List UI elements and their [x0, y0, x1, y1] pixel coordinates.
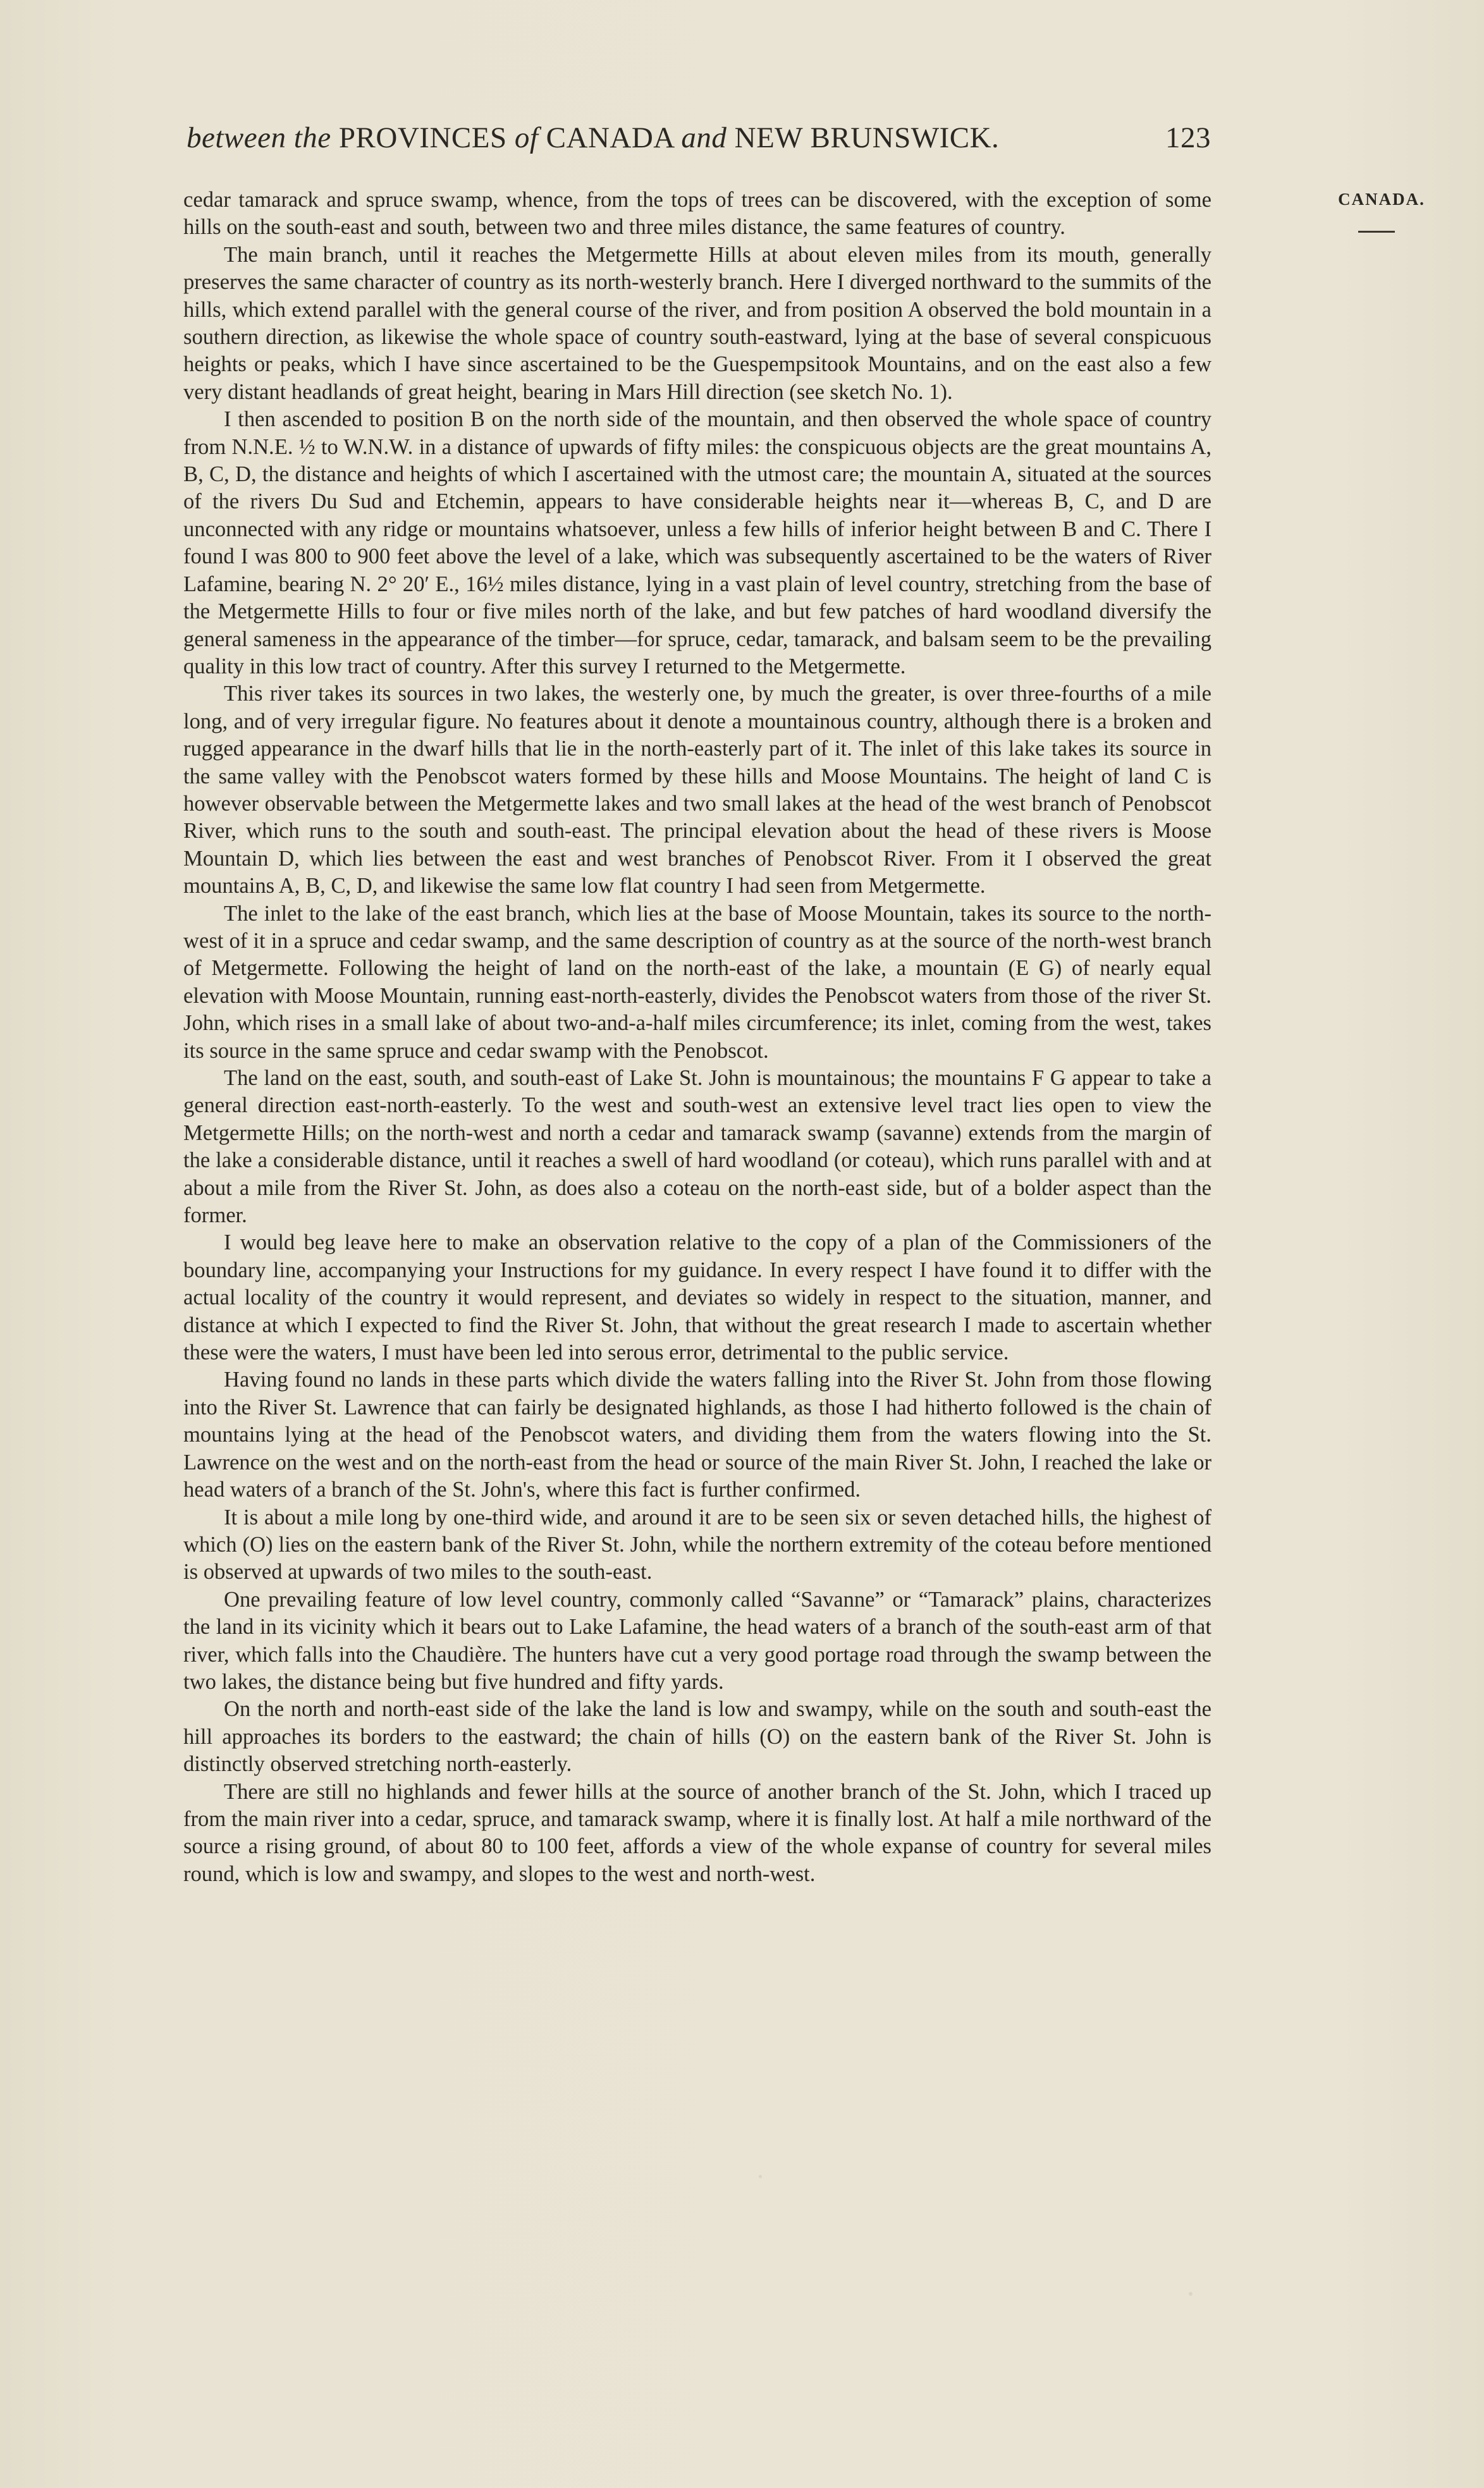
header-of: of: [514, 121, 539, 154]
paragraph: cedar tamarack and spruce swamp, whence, from the tops of trees can be discovered, with the exception of some hills on the south-east and south, between two and three miles distance, the same features of country.: [183, 188, 1211, 240]
page-number: 123: [1165, 121, 1211, 154]
paragraph: The land on the east, south, and south-east of Lake St. John is mountainous; the mountains F G appear to take a general direction east-north-easterly. To the west and south-west an extensive level tract lies open to view the Metgermette Hills; on the north-west and north a cedar and tamarack swamp (savanne) extends from the margin of the lake a considerable distance, until it reaches a swell of hard woodland (or coteau), which runs parallel with and at about a mile from the River St. John, as does also a coteau on the north-east side, but of a bolder aspect than the former.: [183, 1066, 1211, 1228]
paragraph: I then ascended to position B on the north side of the mountain, and then observed the whole space of country from N.N.E. ½ to W.N.W. in a distance of upwards of fifty miles: the conspicuous objects are the great mountains A, B, C, D, the distance and heights of which I ascertained with the utmost care; the mountain A, situated at the sources of the rivers Du Sud and Etchemin, appears to have considerable heights near it—whereas B, C, and D are unconnected with any ridge or mountains whatsoever, unless a few hills of inferior height between B and C. There I found I was 800 to 900 feet above the level of a lake, which was subsequently ascertained to be the waters of River Lafamine, bearing N. 2° 20′ E., 16½ miles distance, lying in a vast plain of level country, stretching from the base of the Metgermette Hills to four or five miles north of the lake, and but few patches of hard woodland diversify the general sameness in the appearance of the timber—for spruce, cedar, tamarack, and balsam seem to be the prevailing quality in this low tract of country. After this survey I returned to the Metgermette.: [183, 407, 1211, 678]
paragraph: I would beg leave here to make an observation relative to the copy of a plan of the Commissioners of the boundary line, accompanying your Instructions for my guidance. In every respect I have found it to differ with the actual locality of the country it would represent, and deviates so widely in respect to the situation, manner, and distance at which I expected to find the River St. John, that without the great research I made to ascertain whether these were the waters, I must have been led into serous error, detrimental to the public service.: [183, 1230, 1211, 1365]
header-new-brunswick: NEW BRUNSWICK.: [734, 121, 1000, 154]
margin-rule: [1358, 231, 1395, 233]
paper-speck: [1189, 2292, 1193, 2296]
header-provinces: PROVINCES: [338, 121, 507, 154]
paragraph: There are still no highlands and fewer hills at the source of another branch of the St. John, which I traced up from the main river into a cedar, spruce, and tamarack swamp, where it is finally lost. At half a mile northward of the source a rising ground, of about 80 to 100 feet, affords a view of the whole expanse of country for several miles round, which is low and swampy, and slopes to the west and north-west.: [183, 1779, 1211, 1886]
paragraph: On the north and north-east side of the lake the land is low and swampy, while on the south and south-east the hill approaches its borders to the eastward; the chain of hills (O) on the eastern bank of the River St. John is distinctly observed stretching north-easterly.: [183, 1697, 1211, 1777]
header-title: [187, 121, 999, 154]
paragraph: The main branch, until it reaches the Metgermette Hills at about eleven miles from its mouth, generally preserves the same character of country as its north-westerly branch. Here I diverged northward to the summits of the hills, which extend parallel with the general course of the river, and from position A observed the bold mountain in a southern direction, as likewise the whole space of country south-eastward, lying at the base of several conspicuous heights or peaks, which I have since ascertained to be the Guespempsitook Mountains, and on the east also a few very distant headlands of great height, bearing in Mars Hill direction (see sketch No. 1).: [183, 242, 1211, 404]
body-text: [183, 187, 1211, 1888]
header-between: between the: [187, 121, 331, 154]
paper-speck: [759, 2175, 762, 2178]
paragraph: It is about a mile long by one-third wide, and around it are to be seen six or seven detached hills, the highest of which (O) lies on the eastern bank of the River St. John, while the northern extremity of the coteau before mentioned is observed at upwards of two miles to the south-east.: [183, 1505, 1211, 1584]
paragraph: One prevailing feature of low level country, commonly called “Savanne” or “Tamarack” plains, characterizes the land in its vicinity which it bears out to Lake Lafamine, the head waters of a branch of the south-east arm of that river, which falls into the Chaudière. The hunters have cut a very good portage road through the swamp between the two lakes, the distance being but five hundred and fifty yards.: [183, 1587, 1211, 1694]
paragraph: The inlet to the lake of the east branch, which lies at the base of Moose Mountain, takes its source to the north-west of it in a spruce and cedar swamp, and the same description of country as at the source of the north-west branch of Metgermette. Following the height of land on the north-east of the lake, a mountain (E G) of nearly equal elevation with Moose Mountain, running east-north-easterly, divides the Penobscot waters from those of the river St. John, which rises in a small lake of about two-and-a-half miles circumference; its inlet, coming from the west, takes its source in the same spruce and cedar swamp with the Penobscot.: [183, 901, 1211, 1063]
paragraph: This river takes its sources in two lakes, the westerly one, by much the greater, is over three-fourths of a mile long, and of very irregular figure. No features about it denote a mountainous country, although there is a broken and rugged appearance in the dwarf hills that lie in the north-easterly part of it. The inlet of this lake takes its source in the same valley with the Penobscot waters formed by these hills and Moose Mountains. The height of land C is however observable between the Metgermette lakes and two small lakes at the head of the west branch of Penobscot River, which runs to the south and south-east. The principal elevation about the head of these rivers is Moose Mountain D, which lies between the east and west branches of Penobscot River. From it I observed the great mountains A, B, C, D, and likewise the same low flat country I had seen from Metgermette.: [183, 682, 1211, 898]
header-canada: CANADA: [546, 121, 674, 154]
paragraph: Having found no lands in these parts which divide the waters falling into the River St. John from those flowing into the River St. Lawrence that can fairly be designated highlands, as those I had hitherto followed is the chain of mountains lying at the head of the Penobscot waters, and dividing them from the waters flowing into the St. Lawrence on the west and on the north-east from the head or source of the main River St. John, I reached the lake or head waters of a branch of the St. John's, where this fact is further confirmed.: [183, 1368, 1211, 1502]
running-header: [187, 119, 1211, 157]
margin-note: CANADA.: [1338, 190, 1425, 209]
header-and: and: [681, 121, 727, 154]
